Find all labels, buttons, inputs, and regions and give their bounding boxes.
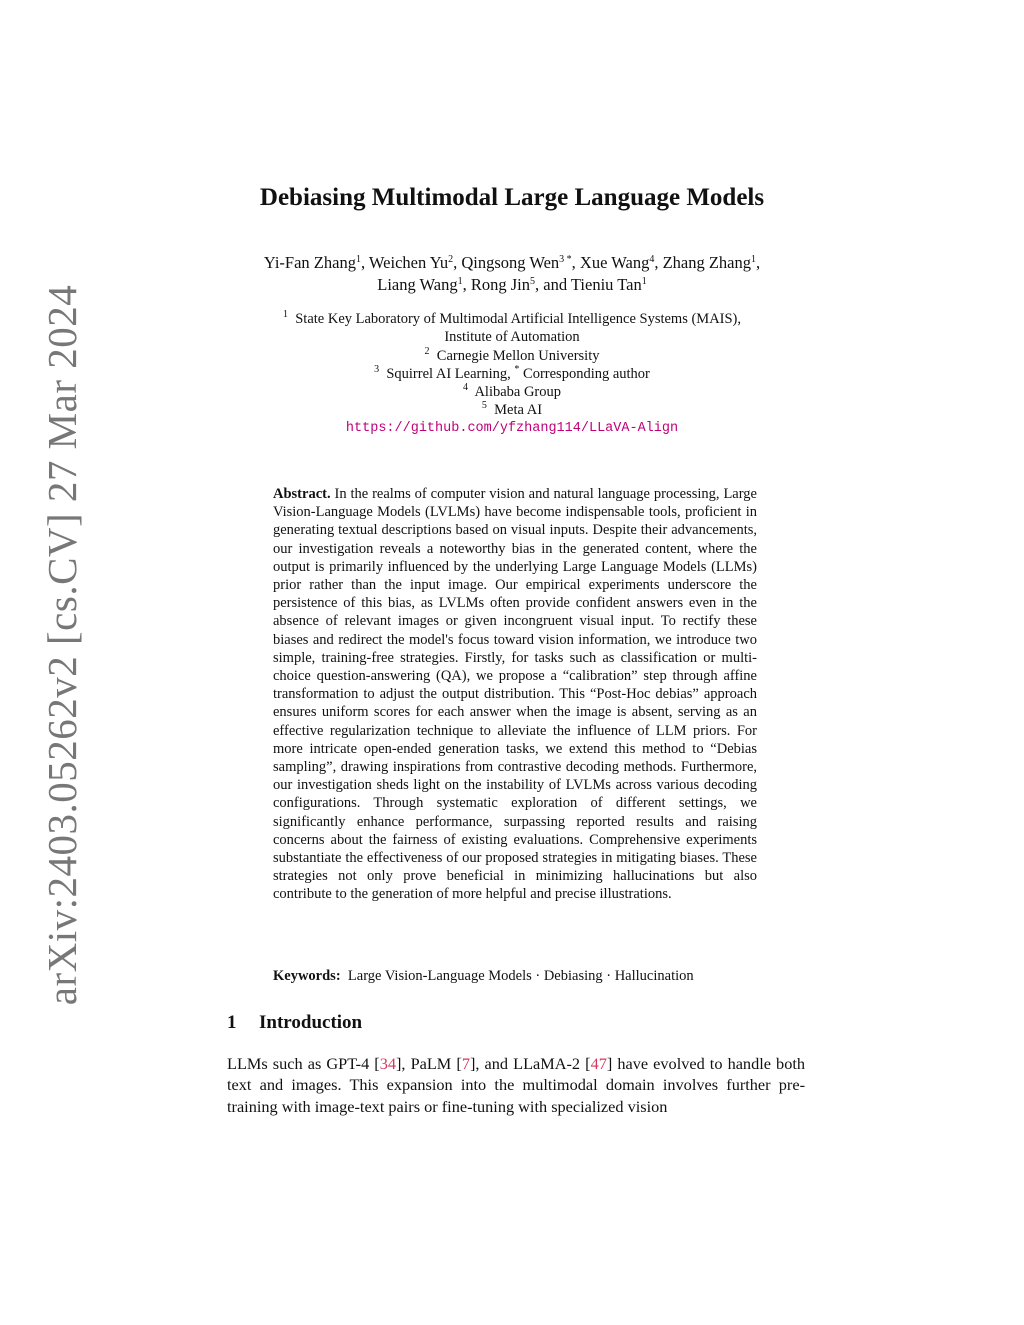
affiliation: $^5$ Meta AI	[481, 400, 543, 419]
citation-link[interactable]: 34	[379, 1054, 396, 1073]
affiliation-list	[200, 310, 824, 438]
author: Zhang Zhang$^1$,	[662, 253, 761, 272]
keywords-label: Keywords:	[273, 968, 341, 984]
author: Qingsong Wen$^{3 *}$,	[461, 253, 580, 272]
citation-link[interactable]: 7	[461, 1054, 470, 1073]
affiliation: Institute of Automation	[444, 329, 580, 346]
author: Liang Wang$^1$,	[377, 275, 471, 294]
section-number: 1	[227, 1012, 237, 1033]
code-repository-link[interactable]: https://github.com/yfzhang114/LLaVA-Align	[345, 420, 679, 436]
author: Xue Wang$^4$,	[579, 253, 663, 272]
citation-link[interactable]: 47	[590, 1054, 607, 1073]
keywords	[273, 968, 773, 985]
author: Rong Jin$^5$, and	[470, 275, 571, 294]
section-heading	[227, 1012, 362, 1034]
author: Tieniu Tan$^1$	[570, 275, 647, 294]
affiliation: $^2$ Carnegie Mellon University	[424, 345, 600, 364]
author: Yi-Fan Zhang$^1$,	[263, 253, 369, 272]
affiliation: $^4$ Alibaba Group	[462, 382, 562, 401]
author-list	[200, 252, 824, 296]
author: Weichen Yu$^2$,	[368, 253, 462, 272]
affiliation: $^3$ Squirrel AI Learning, * Corresponding author	[374, 363, 650, 382]
abstract	[273, 485, 757, 904]
arxiv-identifier-stamp: arXiv:2403.05262v2 [cs.CV] 27 Mar 2024	[39, 284, 85, 1006]
affiliation: $^1$ State Key Laboratory of Multimodal Artificial Intelligence Systems (MAIS),	[282, 309, 742, 327]
abstract-label: Abstract.	[273, 486, 331, 502]
abstract-text: In the realms of computer vision and natural language processing, Large Vision-Language Models (LVLMs) have become indispensable tools, proficient in generating textual descriptions based on visual inputs. Despite their advancements, our investigation reveals a noteworthy bias in the generated content, where the output is primarily influenced by the underlying Large Language Models (LLMs) prior rather than the input image. Our empirical experiments underscore the persistence of this bias, as LVLMs often provide confident answers even in the absence of relevant images or given incongruent visual input. To rectify these biases and redirect the model's focus toward vision information, we introduce two simple, training-free strategies. Firstly, for tasks such as classification or multi-choice question-answering (QA), we propose a “calibration” step through affine transformation to adjust the output distribution. This “Post-Hoc debias” approach ensures uniform scores for each answer when the image is absent, serving as an effective regularization technique to alleviate the influence of LLM priors. For more intricate open-ended generation tasks, we extend this method to “Debias sampling”, drawing inspirations from contrastive decoding methods. Furthermore, our investigation sheds light on the instability of LVLMs across various decoding configurations. Through systematic exploration of different settings, we significantly enhance performance, surpassing reported results and raising concerns about the fairness of existing evaluations. Comprehensive experiments substantiate the effectiveness of our proposed strategies in mitigating biases. These strategies not only prove beneficial in minimizing hallucinations but also contribute to the generation of more helpful and precise illustrations.	[273, 486, 757, 903]
keywords-text: Large Vision-Language Models · Debiasing · Hallucination	[347, 968, 694, 984]
introduction-paragraph: LLMs such as GPT-4 [34], PaLM [7], and LLaMA-2 [47] have evolved to handle both text and images. This expansion into the multimodal domain involves further pre-training with image-text pairs or fine-tuning with specialized vision	[227, 1054, 805, 1116]
section-title: Introduction	[259, 1012, 363, 1033]
paper-title: Debiasing Multimodal Large Language Models	[259, 184, 765, 211]
